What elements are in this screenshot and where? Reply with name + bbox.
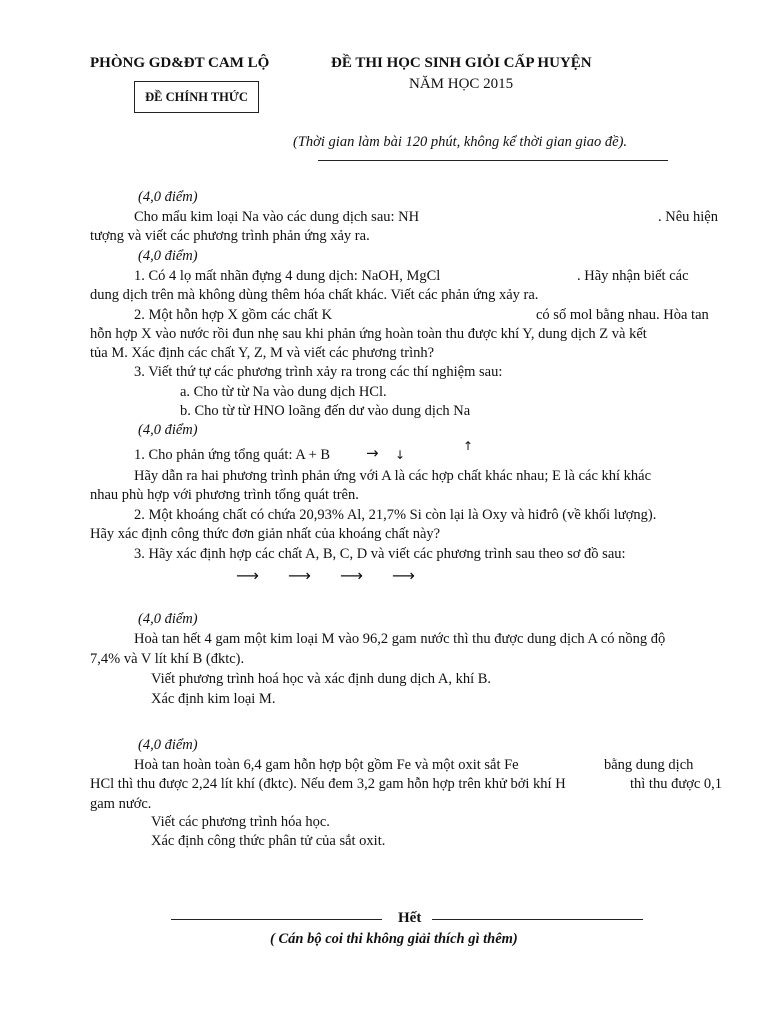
q5-text: gam nước. — [90, 796, 152, 812]
q2-part1-text-end: . Hãy nhận biết các — [577, 268, 689, 284]
q2-part3-text: 3. Viết thứ tự các phương trình xảy ra trong các thí nghiệm sau: — [134, 364, 503, 380]
q1-text-end: . Nêu hiện — [658, 209, 718, 225]
q2-part3-item-b: b. Cho từ từ HNO loãng đến dư vào dung dịch Na — [180, 403, 471, 419]
q3-part1-text: Hãy dẫn ra hai phương trình phản ứng với A là các hợp chất khác nhau; E là các khí khác — [134, 468, 652, 484]
arrow-right-icon: → — [366, 444, 379, 462]
q3-part1-text: 1. Cho phản ứng tổng quát: A + B — [134, 447, 331, 463]
school-year: NĂM HỌC 2015 — [409, 76, 514, 92]
time-note: (Thời gian làm bài 120 phút, không kể thời gian giao đề). — [293, 134, 628, 150]
q1-text: Cho mẩu kim loại Na vào các dung dịch sau: NH — [134, 209, 420, 225]
q1-text: tượng và viết các phương trình phản ứng xảy ra. — [90, 228, 370, 244]
scheme-arrow-icon: ⟶ — [392, 566, 415, 585]
q2-part1-text: dung dịch trên mà không dùng thêm hóa chất khác. Viết các phản ứng xảy ra. — [90, 287, 539, 303]
q5-text-end: bằng dung dịch — [604, 757, 694, 773]
q5-points: (4,0 điểm) — [138, 737, 198, 753]
q2-part1-text: 1. Có 4 lọ mất nhãn đựng 4 dung dịch: NaOH, MgCl — [134, 268, 441, 284]
arrow-up-icon: ↑ — [463, 439, 474, 453]
q4-task: Xác định kim loại M. — [151, 691, 276, 707]
scheme-arrow-icon: ⟶ — [236, 566, 259, 585]
department-name: PHÒNG GD&ĐT CAM LỘ — [90, 55, 270, 71]
q3-part2-text: 2. Một khoáng chất có chứa 20,93% Al, 21,7% Si còn lại là Oxy và hiđrô (về khối lượng). — [134, 507, 657, 523]
footer-line-right — [432, 919, 643, 920]
q1-points: (4,0 điểm) — [138, 189, 198, 205]
q5-task: Viết các phương trình hóa học. — [151, 814, 330, 830]
q5-text: HCl thì thu được 2,24 lít khí (đktc). Nếu đem 3,2 gam hỗn hợp trên khử bởi khí H — [90, 776, 566, 792]
end-label: Hết — [398, 910, 422, 926]
q3-part1-text: nhau phù hợp với phương trình tổng quát trên. — [90, 487, 359, 503]
footer-note: ( Cán bộ coi thi không giải thích gì thêm) — [270, 931, 518, 947]
header-divider — [318, 160, 668, 161]
q2-part2-text: tủa M. Xác định các chất Y, Z, M và viết các phương trình? — [90, 345, 435, 361]
arrow-down-icon: ↓ — [395, 448, 406, 462]
q2-part2-text: hỗn hợp X vào nước rồi đun nhẹ sau khi phản ứng hoàn toàn thu được khí Y, dung dịch Z và kết — [90, 326, 647, 342]
scheme-arrow-icon: ⟶ — [288, 566, 311, 585]
footer-line-left — [171, 919, 382, 920]
q3-part2-text: Hãy xác định công thức đơn giản nhất của khoáng chất này? — [90, 526, 441, 542]
q2-part2-text: 2. Một hỗn hợp X gồm các chất K — [134, 307, 333, 323]
q4-text: 7,4% và V lít khí B (đktc). — [90, 651, 245, 667]
q2-part2-text-end: có số mol bằng nhau. Hòa tan — [536, 307, 709, 323]
q5-text-end: thì thu được 0,1 — [630, 776, 723, 792]
q5-text: Hoà tan hoàn toàn 6,4 gam hỗn hợp bột gồm Fe và một oxit sắt Fe — [134, 757, 519, 773]
q3-points: (4,0 điểm) — [138, 422, 198, 438]
q4-text: Hoà tan hết 4 gam một kim loại M vào 96,2 gam nước thì thu được dung dịch A có nồng độ — [134, 631, 666, 647]
official-exam-box: ĐỀ CHÍNH THỨC — [134, 81, 259, 113]
q2-part3-item-a: a. Cho từ từ Na vào dung dịch HCl. — [180, 384, 387, 400]
q2-points: (4,0 điểm) — [138, 248, 198, 264]
q4-task: Viết phương trình hoá học và xác định dung dịch A, khí B. — [151, 671, 492, 687]
q3-part3-text: 3. Hãy xác định hợp các chất A, B, C, D và viết các phương trình sau theo sơ đồ sau: — [134, 546, 626, 562]
q4-points: (4,0 điểm) — [138, 611, 198, 627]
exam-title: ĐỀ THI HỌC SINH GIỎI CẤP HUYỆN — [331, 55, 592, 71]
q5-task: Xác định công thức phân tử của sắt oxit. — [151, 833, 386, 849]
scheme-arrow-icon: ⟶ — [340, 566, 363, 585]
